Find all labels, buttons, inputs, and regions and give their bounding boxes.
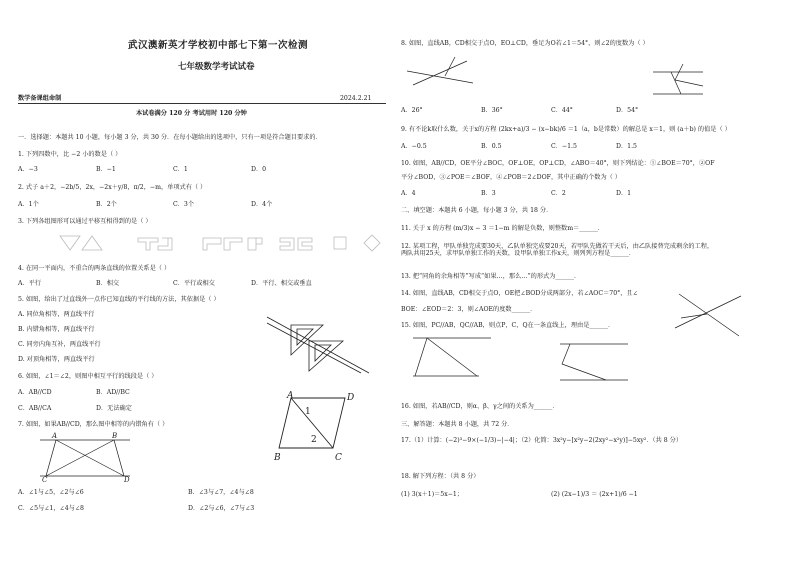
q2-option-d: D．4个 — [251, 201, 273, 208]
q7-option-d: D．∠2与∠6，∠7与∠3 — [188, 505, 255, 512]
q10-option-d: D．1 — [616, 190, 632, 197]
q3-a-shape-2 — [82, 236, 102, 250]
q5-set-square-figure — [263, 315, 373, 375]
q8-line-2 — [413, 61, 467, 85]
q7-right-side — [114, 440, 124, 476]
q3-b-shape-1 — [138, 238, 158, 250]
q7-diag-1 — [56, 440, 124, 476]
q17-text: 17.（1）计算：(−2)³−9×(−1/3)−|−4|；（2）化简：3x²y−[x²y−2(2xy²−x²y)]−5xy²．（共 8 分） — [401, 437, 683, 444]
q8-option-a: A．26° — [401, 107, 423, 114]
q6-label-A: A — [287, 391, 294, 401]
q7-option-b: B．∠3与∠7，∠4与∠8 — [188, 489, 254, 496]
q10-ray-OE — [675, 80, 703, 86]
q3-c-shape-2 — [224, 238, 242, 250]
q2-option-b: B．2个 — [96, 201, 117, 208]
q10-stem-line1: 10. 如图，AB//CD，OE平分∠BOC，OF⊥OE，OP⊥CD，∠ABO＝40°，则下列结论：①∠BOE＝70°，②OF — [401, 160, 715, 167]
q11-text: 11. 关于 x 的方程 (m/3)x − 3 ＝1−m 的解是负数，则整数m＝______． — [401, 225, 604, 232]
q6-option-d: D．无法确定 — [96, 405, 132, 412]
q10-option-b: B．3 — [481, 190, 496, 197]
q16-text: 16. 如图，若AB//CD，则α、β、γ之间的关系为______． — [401, 403, 559, 410]
group-label: 数学备课组命制 — [18, 95, 62, 102]
q14-ray-OE — [681, 314, 707, 318]
q10-stem-line2: 平分∠BOD，③∠POE＝∠BOF，④∠POB＝2∠DOF，其中正确的个数为（ ） — [401, 174, 621, 181]
q15-segment-PA — [415, 338, 427, 376]
q3-c-shape-1 — [203, 238, 221, 250]
q14-line2: BOE：∠EOD＝2：3，则∠AOE的度数______． — [401, 306, 537, 313]
q8-option-c: C．44° — [551, 107, 573, 114]
q4-option-d: D．平行、相交或垂直 — [251, 280, 312, 287]
q3-shapes-figure — [58, 232, 388, 254]
section3-heading: 三、解答题：本题共 8 小题，共 72 分． — [401, 421, 514, 428]
header-divider — [18, 103, 386, 104]
q7-label-B: B — [112, 432, 118, 440]
q7-option-c: C．∠5与∠1，∠4与∠8 — [18, 505, 84, 512]
q5-option-a: A. 同位角相等，两直线平行 — [18, 311, 95, 318]
q8-stem: 8. 如图，直线AB，CD相交于点O，EO⊥CD，垂足为O若∠1＝54°，则∠2的度数为（ ） — [401, 40, 649, 47]
q7-label-A: A — [52, 432, 58, 440]
q18-part1: (1) 3(x＋1)＝5x−1； — [401, 491, 464, 498]
q6-option-b: B．AD//BC — [96, 389, 130, 396]
section1-heading: 一．选择题：本题共 10 小题，每小题 3 分，共 30 分．在每小题给出的选项中，只有一项是符合题目要求的． — [18, 134, 322, 141]
q9-option-d: D．1.5 — [616, 143, 637, 150]
q7-figure — [38, 432, 133, 482]
q1-option-c: C．1 — [173, 166, 188, 173]
exam-date: 2024.2.21 — [340, 95, 372, 102]
q3-stem: 3. 下列各组图形可以通过平移互相得到的是（ ） — [18, 218, 152, 225]
q5-option-c: C. 同旁内角互补，两直线平行 — [18, 341, 101, 348]
q8-option-b: B．36° — [481, 107, 503, 114]
school-title: 武汉澳新英才学校初中部七下第一次检测 — [128, 40, 309, 51]
q1-stem: 1. 下列四数中，比 −2 小的数是（ ） — [18, 151, 122, 158]
q9-option-b: B．0.5 — [481, 143, 502, 150]
q6-label-B: B — [274, 453, 281, 463]
q9-option-c: C．−1.5 — [551, 143, 577, 150]
exam-title: 七年级数学考试试卷 — [178, 62, 255, 72]
q3-a-shape-1 — [60, 236, 80, 250]
q14-figure — [671, 288, 746, 343]
q7-stem: 7. 如图，如果AB//CD，那么图中相等的内错角有（ ） — [18, 421, 169, 428]
q18-part2: (2) (2x−1)/3 ＝ (2x+1)/6 −1 — [551, 491, 638, 498]
q3-b-shape-2 — [158, 238, 172, 250]
q6-parallelogram-figure — [273, 392, 363, 462]
q8-option-d: D．54° — [616, 107, 639, 114]
q7-diag-2 — [46, 440, 114, 476]
q15-figure — [411, 332, 501, 382]
q3-c-shape-4 — [256, 238, 262, 244]
q4-option-b: B．相交 — [96, 280, 120, 287]
q8-line-3 — [445, 57, 455, 76]
q10-figure — [651, 62, 706, 102]
q6-stem: 6. 如图，∠1＝∠2，则图中相互平行的线段是（ ） — [18, 373, 158, 380]
q14-line-AB — [679, 294, 739, 336]
q3-e-diamond — [364, 235, 380, 251]
q2-option-a: A．1个 — [18, 201, 39, 208]
q2-option-c: C．3个 — [173, 201, 195, 208]
q7-label-D: D — [124, 476, 130, 484]
q14-line1: 14. 如图，直线AB，CD相交于点O，OE把∠BOD分成两部分，若∠AOC＝70°，且∠ — [401, 290, 638, 297]
q6-option-c: C．AB//CA — [18, 405, 52, 412]
q12-text: 12. 某项工程，甲队单独完成要30天，乙队单独完成要20天，若甲队先做若干天后，由乙队接替完成剩余的工程，两队共用25天，求甲队单独工作的天数，设甲队单独工作x天，则列列方程是______． — [401, 243, 714, 258]
q6-label-D: D — [347, 393, 355, 403]
q16-figure — [556, 338, 636, 388]
q16-polyline — [562, 344, 606, 380]
q8-figure — [405, 55, 475, 90]
q13-text: 13. 把“同角的余角相等”写成“如果…，那么…”的形式为______． — [401, 273, 581, 280]
q3-d-shape-1 — [280, 238, 294, 250]
q9-stem: 9. 有不论k取什么数，关于x的方程 (2kx+a)/3 − (x−bk)/6 ＝1（a，b是常数）的解总是 x＝1，则 (a＋b) 的值是（ ） — [401, 126, 731, 133]
q5-option-b: B. 内错角相等，两直线平行 — [18, 326, 95, 333]
q10-option-c: C．2 — [551, 190, 566, 197]
q18-text: 18. 解下列方程：（共 8 分） — [401, 473, 480, 480]
q14-line-CD — [675, 296, 741, 328]
q15-segment-CB — [427, 338, 477, 376]
q7-left-side — [46, 440, 56, 476]
q3-d-shape-2 — [298, 238, 312, 250]
q1-option-b: B．−1 — [96, 166, 116, 173]
q6-label-C: C — [335, 453, 342, 463]
q5-option-d: D. 对顶角相等，两直线平行 — [18, 356, 95, 363]
q10-transversal — [671, 72, 681, 94]
q9-option-a: A．−0.5 — [401, 143, 427, 150]
q10-option-a: A．4 — [401, 190, 416, 197]
q5-ruler-edge-2 — [267, 323, 361, 373]
q6-angle-1: 1 — [305, 407, 311, 417]
section2-heading: 二、填空题：本题共 6 小题，每小题 3 分，共 18 分． — [401, 207, 553, 214]
q7-option-a: A．∠1与∠5，∠2与∠6 — [18, 489, 84, 496]
q15-text: 15. 如图，PC//AB，QC//AB，则点P，C，Q在一条直线上，理由是______． — [401, 322, 615, 329]
q3-e-square — [334, 237, 346, 249]
q7-label-C: C — [42, 476, 48, 484]
q1-option-d: D．0 — [251, 166, 267, 173]
q2-stem: 2. 式子 a＋2，−2b/5，2x，−2x＋y/8，π/2，−m，单项式有（ ） — [18, 184, 207, 191]
q4-option-a: A．平行 — [18, 280, 42, 287]
q1-option-a: A．−3 — [18, 166, 38, 173]
q3-c-shape-3 — [248, 238, 256, 250]
q6-option-a: A．AB//CD — [18, 389, 52, 396]
exam-info: 本试卷满分 120 分 考试用时 120 分钟 — [136, 110, 247, 117]
q4-stem: 4. 在同一平面内，不重合的两条直线的位置关系是（ ） — [18, 265, 171, 272]
q5-stem: 5. 如图，给出了过直线外一点作已知直线的平行线的方法，其依据是（ ） — [18, 296, 220, 303]
q4-option-c: C．平行或相交 — [173, 280, 215, 287]
q6-angle-2: 2 — [311, 435, 317, 445]
